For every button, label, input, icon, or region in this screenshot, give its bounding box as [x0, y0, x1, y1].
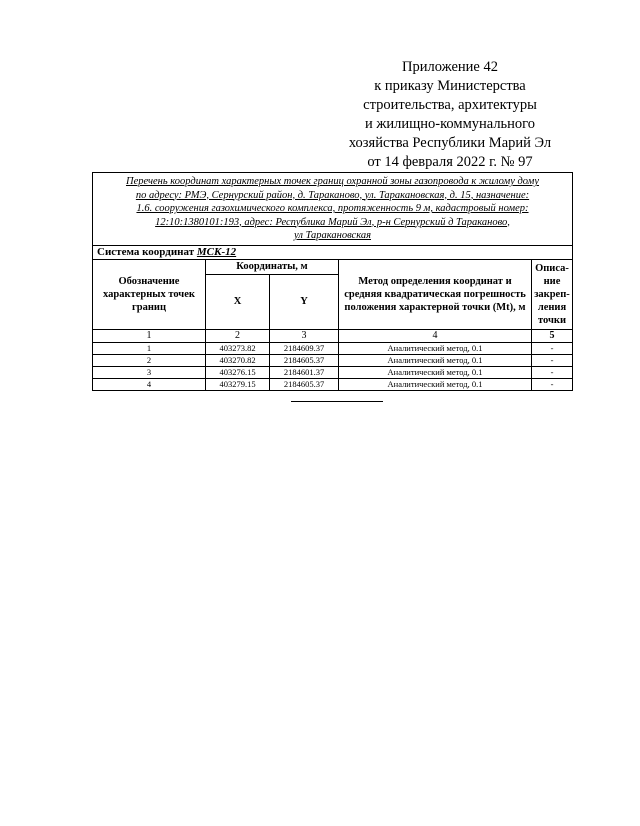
coordinate-system-name: МСК-12 — [196, 246, 237, 258]
point-number: 1 — [93, 342, 206, 354]
header-line: от 14 февраля 2022 г. № 97 — [367, 154, 533, 170]
table-title — [93, 173, 573, 246]
table-title-line: 12:10:1380101:193, адрес: Республика Марий Эл, р-н Сернурский д Тараканово, — [155, 216, 510, 228]
method: Аналитический метод, 0.1 — [339, 366, 532, 378]
coordinate-system-row — [93, 245, 573, 259]
coordinates-table — [92, 172, 573, 391]
column-number: 5 — [532, 329, 573, 342]
point-number: 2 — [93, 354, 206, 366]
appendix-header — [330, 58, 570, 172]
column-number: 1 — [93, 329, 206, 342]
y-coordinate: 2184605.37 — [270, 354, 339, 366]
header-line: и жилищно-коммунального — [364, 116, 536, 132]
table-row — [93, 366, 573, 378]
table-title-line: по адресу: РМЭ, Сернурский район, д. Тараканово, ул. Таракановская, д. 15, назначение: — [135, 189, 530, 201]
fixing: - — [532, 378, 573, 390]
fixing: - — [532, 354, 573, 366]
x-coordinate: 403279.15 — [206, 378, 270, 390]
coordinate-system-label: Система координат — [97, 246, 195, 258]
header-line: хозяйства Республики Марий Эл — [348, 135, 552, 151]
col-header-fixing: Описа-ние закреп-ления точки — [532, 259, 573, 329]
table-row — [93, 354, 573, 366]
col-header-x: X — [206, 274, 270, 329]
column-number: 3 — [270, 329, 339, 342]
column-number-row — [93, 329, 573, 342]
table-row — [93, 378, 573, 390]
table-title-line: ул Таракановская — [293, 230, 371, 241]
col-header-coordinates: Координаты, м — [206, 259, 339, 274]
point-number: 4 — [93, 378, 206, 390]
point-number: 3 — [93, 366, 206, 378]
x-coordinate: 403276.15 — [206, 366, 270, 378]
column-number: 2 — [206, 329, 270, 342]
y-coordinate: 2184601.37 — [270, 366, 339, 378]
header-line: к приказу Министерства — [374, 78, 526, 94]
header-line: строительства, архитектуры — [363, 97, 537, 113]
col-header-point: Обозначение характерных точек границ — [93, 259, 206, 329]
y-coordinate: 2184605.37 — [270, 378, 339, 390]
x-coordinate: 403270.82 — [206, 354, 270, 366]
end-separator-line — [291, 401, 383, 402]
x-coordinate: 403273.82 — [206, 342, 270, 354]
y-coordinate: 2184609.37 — [270, 342, 339, 354]
table-title-line: Перечень координат характерных точек границ охранной зоны газопровода к жилому дому — [125, 176, 540, 187]
table-title-line: 1.6. сооружения газохимического комплекса, протяженность 9 м, кадастровый номер: — [136, 203, 529, 214]
header-line: Приложение 42 — [402, 59, 498, 75]
fixing: - — [532, 342, 573, 354]
method: Аналитический метод, 0.1 — [339, 354, 532, 366]
method: Аналитический метод, 0.1 — [339, 342, 532, 354]
fixing: - — [532, 366, 573, 378]
table-row — [93, 342, 573, 354]
col-header-y: Y — [270, 274, 339, 329]
column-number: 4 — [339, 329, 532, 342]
col-header-method: Метод определения координат и средняя квадратическая погрешность положения характерной точки (Mt), м — [339, 259, 532, 329]
method: Аналитический метод, 0.1 — [339, 378, 532, 390]
